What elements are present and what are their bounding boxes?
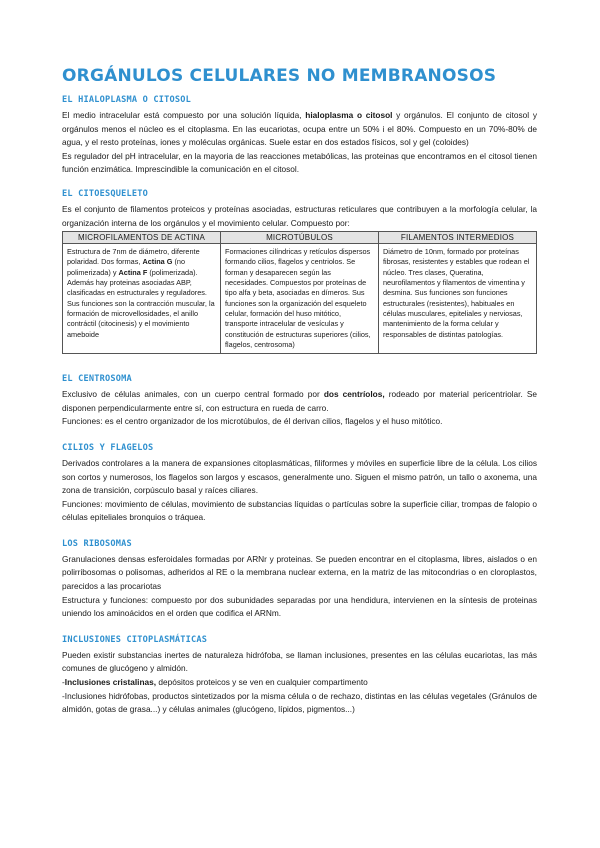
table-header-row (63, 232, 537, 244)
text-run: Exclusivo de células animales, con un cuerpo central formado por (62, 389, 324, 400)
table-row (63, 244, 537, 354)
bold-term: dos centríolos, (323, 389, 385, 400)
page-title: ORGÁNULOS CELULARES NO MEMBRANOSOS (62, 66, 497, 86)
table-cell-microfilamentos (63, 244, 221, 354)
text-run: El medio intracelular está compuesto por una solución líquida, (62, 110, 306, 120)
section-ribosomas (62, 539, 537, 621)
bold-term: Actina G (142, 257, 173, 267)
text-run: - (62, 677, 65, 688)
cilios-paragraph-2: Funciones: movimiento de células, movimiento de substancias líquidas o partículas sobre la superficie ciliar, trompas de falopio o células epiteliales bronquios o tráquea. (62, 498, 537, 523)
text-run: depósitos proteicos y se ven en cualquier compartimento (156, 677, 368, 688)
centrosoma-paragraph-1 (62, 388, 537, 415)
inclusiones-paragraph-1: Pueden existir substancias inertes de naturaleza hidrófoba, se llaman inclusiones, presentes en las células eucariotas, las más comunes de glucógeno y almidón. (62, 649, 537, 674)
inclusiones-paragraph-3: -Inclusiones hidrófobas, productos sintetizados por la misma célula o de rechazo, distintas en las células vegetales (Gránulos de almidón, gotas de grasa...) y células animales (glucógeno, lípidos, pigmentos...) (62, 690, 537, 715)
section-heading-ribosomas: LOS RIBOSOMAS (62, 538, 132, 549)
centrosoma-paragraph-2: Funciones: es el centro organizador de los microtúbulos, de él derivan cilios, flagelos y el huso mitótico. (62, 416, 443, 427)
section-heading-inclusiones: INCLUSIONES CITOPLASMÁTICAS (62, 634, 208, 645)
section-citoesqueleto (62, 189, 537, 354)
table-cell-filamentos-intermedios: Diámetro de 10nm, formado por proteínas fibrosas, resistentes y estables que rodean el núcleo. Tres clases, Queratina, neurofilamentos y filamentos de vimentina y desmina. Sus funciones son funciones estructurales (resistentes), habituales en células musculares, epiteliales y nerviosas, mantenimiento de la forma celular y responsables de distintas patologías. (379, 244, 537, 354)
cilios-paragraph-1: Derivados controlares a la manera de expansiones citoplasmáticas, filiformes y móviles en superficie libre de la célula. Los cilios son cortos y numerosos, los flagelos son largos y escasos, generalmente uno. Siguen el mismo patrón, un tallo o axonema, una zona de transición, corpúsculo basal y raíces ciliares. (62, 457, 537, 496)
text-run: Estructura de 7nm de diámetro, diferente polaridad. Dos formas, (67, 247, 200, 267)
bold-term: Inclusiones cristalinas, (64, 677, 157, 688)
section-heading-hialoplasma: EL HIALOPLASMA O CITOSOL (62, 95, 191, 105)
section-hialoplasma (62, 95, 537, 177)
inclusiones-paragraph-2 (62, 676, 537, 690)
table-cell-microtubulos: Formaciones cilíndricas y retículos dispersos formando cilios, flagelos y centriolos. Se forman y desaparecen según las necesidades. Compuestos por proteínas de tipo alfa y beta, asociadas en dímeros. Sus funciones son la organización del esqueleto celular, formación del huso mitótico, transporte intracelular de vesículas y constitución de estructuras superiores (cilios, flagelos, centrosoma) (221, 244, 379, 354)
cytoskeleton-table (62, 231, 537, 354)
hialoplasma-paragraph-1 (62, 109, 537, 150)
document-content (62, 66, 537, 717)
table-header-cell: FILAMENTOS INTERMEDIOS (379, 232, 537, 244)
citoesqueleto-intro: Es el conjunto de filamentos proteicos y proteínas asociadas, estructuras reticulares que contribuyen a la morfología celular, la organización interna de los orgánulos y el movimiento celular. Compuesto por: (62, 203, 537, 228)
table-header-cell: MICROFILAMENTOS DE ACTINA (63, 232, 221, 244)
section-cilios (62, 443, 537, 525)
text-run: y orgánulos. El conjunto de citosol y orgánulos menos el núcleo es el citoplasma. En las eucariotas, ocupa entre un 50% i el 80%. Compuesto en un 70%-80% de agua, y el resto proteínas, iones y moléculas orgánicas. Suele estar en dos estados físicos, sol y gel (coloides) (62, 110, 537, 148)
table-header-cell: MICROTÚBULOS (221, 232, 379, 244)
bold-term: hialoplasma o citosol (305, 110, 393, 120)
section-heading-cilios: CILIOS Y FLAGELOS (62, 442, 154, 453)
ribosomas-paragraph-2: Estructura y funciones: compuesto por dos subunidades separadas por una hendidura, intervienen en la síntesis de proteinas uniendo los aminoácidos en el orden que codifica el ARNm. (62, 594, 537, 619)
text-run: rodeado por material pericentriolar. Se disponen perpendicularmente entre sí, con estructura en rueda de carro. (62, 389, 537, 413)
text-run: (polimerizada). Además hay proteinas asociadas ABP, clasificadas en estructurales y reguladores. Sus funciones son la contracción muscular, la formación de microvellosidades, el anillo contráctil (citocinesis) y el movimiento ameboide (67, 267, 215, 339)
ribosomas-paragraph-1: Granulaciones densas esferoidales formadas por ARNr y proteinas. Se pueden encontrar en el citoplasma, libres, aislados o en polirribosomas o polisomas, adheridos al RE o la membrana nuclear externa, en la matriz de las mitocondrias o en cloroplastos, parecidos a las procariotas (62, 553, 537, 592)
section-inclusiones (62, 635, 537, 717)
hialoplasma-paragraph-2: Es regulador del pH intracelular, en la mayoria de las reacciones metabólicas, las proteinas que encontramos en el citosol tienen función enzimática. Imprescindible la comunicación en el citosol. (62, 150, 537, 175)
bold-term: Actina F (118, 267, 148, 277)
text-run: (no polimerizada) y (67, 257, 186, 277)
section-heading-centrosoma: EL CENTROSOMA (62, 374, 132, 385)
section-centrosoma (62, 374, 537, 429)
section-heading-citoesqueleto: EL CITOESQUELETO (62, 188, 148, 199)
